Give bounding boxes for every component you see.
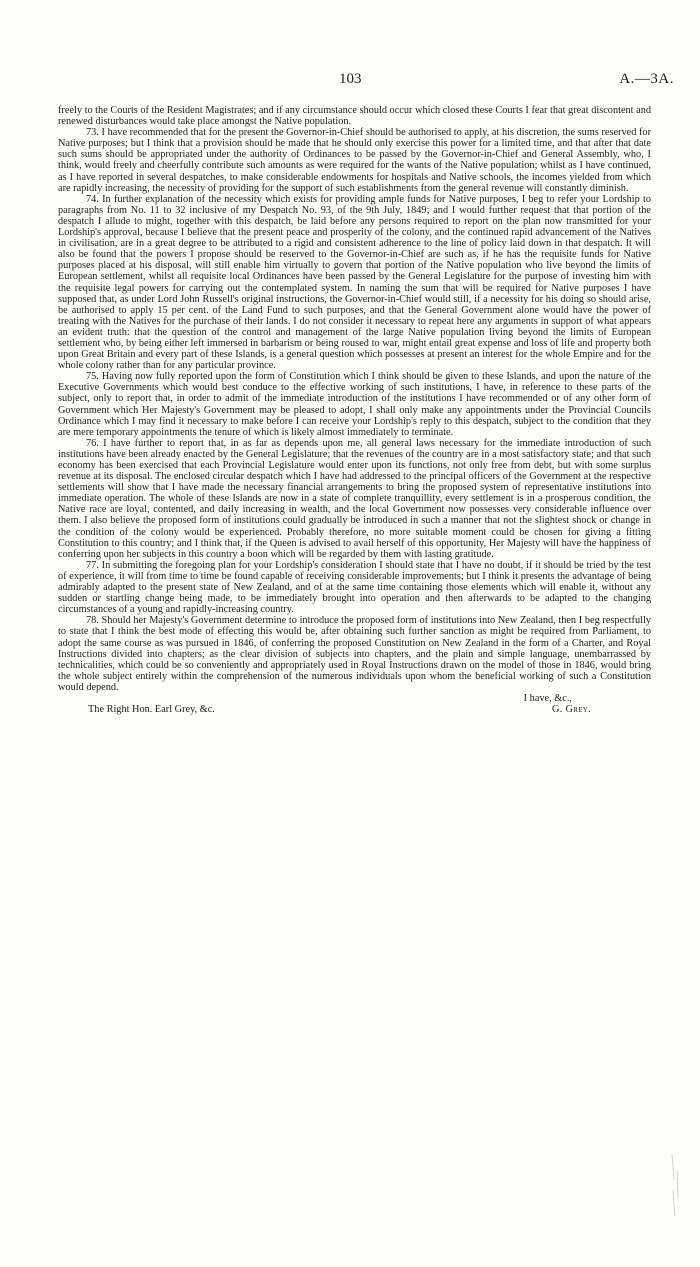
signoff-block xyxy=(58,693,651,715)
margin-pencil-mark xyxy=(668,1150,686,1220)
addressee: The Right Hon. Earl Grey, &c. xyxy=(88,703,215,715)
paragraph-75: 75. Having now fully reported upon the form of Constitution which I think should be given to these Islands, and upon the nature of the Executive Governments which would best conduce to the effective working of such institutions, I have, in reference to these parts of the subject, only to report that, in order to admit of the immediate introduction of the institutions I have recommended or of any other form of Government which Her Majesty's Government may be pleased to adopt, I shall only make any appointments under the Provincial Councils Ordinance which I may find it necessary to make before I can receive your Lordship's reply to this despatch, subject to the condition that they are mere temporary appointments the tenure of which is likely almost immediately to terminate. xyxy=(58,371,651,438)
paragraph-76: 76. I have further to report that, in as far as depends upon me, all general laws necessary for the immediate introduction of such institutions have been already enacted by the General Legislature; that the revenues of the country are in a most satisfactory state; and that such economy has been exercised that each Provincial Legislature would enter upon its functions, not only free from debt, but with some surplus revenue at its disposal. The enclosed circular despatch which I have had addressed to the principal officers of the Government at the respective settlements will show that I have made the necessary financial arrangements to bring the proposed system of representative institutions into immediate operation. The whole of these Islands are now in a state of complete tranquillity, every settlement is in a prosperous condition, the Native race are loyal, contented, and daily increasing in wealth, and the local Government now possesses very considerable influence over them. I also believe the proposed form of institutions could gradually be introduced in such a manner that not the slightest shock or change in the condition of the colony would be experienced. Probably therefore, no more suitable moment could be chosen for giving a fitting Constitution to this country; and I think that, if the Queen is advised to avail herself of this opportunity, Her Majesty will have the happiness of conferring upon her subjects in this country a boon which will be regarded by them with lasting gratitude. xyxy=(58,437,651,560)
signature: G. Grey. xyxy=(552,703,591,715)
paragraph-74: 74. In further explanation of the necessity which exists for providing ample funds for Native purposes, I beg to refer your Lordship to paragraphs from No. 11 to 32 inclusive of my Despatch No. 93, of the 9th July, 1849; and I would further request that that portion of the despatch I allude to might, together with this despatch, be laid before any persons required to report on the plan now transmitted for your Lordship's approval, because I believe that the present peace and prosperity of the colony, and the continued rapid advancement of the Natives in civilisation, are in a great degree to be attributed to a rigid and consistent adherence to the line of policy laid down in that despatch. It will also be found that the powers I propose should be reserved to the Governor-in-Chief are such as, if he has the requisite funds for Native purposes placed at his disposal, will still enable him virtually to govern that portion of the Native population who live beyond the limits of European settlement, whilst all requisite local Ordinances have been passed by the General Legislature for the purpose of investing him with the requisite legal powers for carrying out the contemplated system. In naming the sum that will be required for Native purposes I have supposed that, as under Lord John Russell's original instructions, the Governor-in-Chief would still, if a necessity for his doing so should arise, be authorised to apply 15 per cent. of the Land Fund to such purposes, and that the General Government alone would have the power of treating with the Natives for the purchase of their lands. I do not consider it necessary to repeat here any arguments in support of what appears an evident truth: that the question of the control and management of the large Native population living beyond the limits of European settlement who, by being either left immersed in barbarism or being roused to war, might entail great expense and loss of life and property both upon Great Britain and every part of these Islands, is a general question which possesses at present an interest for the whole Empire and for the whole colony rather than for any particular province. xyxy=(58,193,651,372)
paragraph-78: 78. Should her Majesty's Government determine to introduce the proposed form of institutions into New Zealand, then I beg respectfully to state that I think the best mode of effecting this would be, after obtaining such further sanction as might be required from Parliament, to adopt the same course as was pursued in 1846, of conferring the proposed Constitution on New Zealand in the form of a Charter, and Royal Instructions divided into chapters; as the clear division of subjects into chapters, and the plain and simple language, unembarrassed by technicalities, which could be so conveniently and appropriately used in Royal Instructions drawn on the model of those in 1846, would bring the whole subject entirely within the comprehension of the numerous individuals upon whom the beneficial working of such a Constitution would depend. xyxy=(58,615,651,693)
despatch-body xyxy=(58,105,651,715)
paragraph-73: 73. I have recommended that for the present the Governor-in-Chief should be authorised to apply, at his discretion, the sums reserved for Native purposes; but I think that a provision should be made that he should only exercise this power for a limited time, and that after that date such sums should be appropriated under the authority of Ordinances to be passed by the Governor-in-Chief and General Assembly, who, I think, would freely and cheerfully contribute such amounts as were required for the wants of the Native population; whilst as I have continued, as I have reported in several despatches, to make considerable endowments for hospitals and Native schools, the incomes yielded from which are rapidly increasing, the necessity of providing for the support of such establishments from the general revenue will constantly diminish. xyxy=(58,127,651,194)
page-number: 103 xyxy=(339,71,362,87)
paragraph-77: 77. In submitting the foregoing plan for your Lordship's consideration I should state that I have no doubt, if it should be tried by the test of experience, it will from time to time be found capable of receiving considerable improvements; but I think it presents the advantage of being admirably adapted to the present state of New Zealand, and of at the same time containing those elements which will enable it, without any sudden or startling change being made, to be immediately brought into operation and then afterwards to be adapted to the changing circumstances of a young and rapidly-increasing country. xyxy=(58,559,651,616)
paragraph-continuation: freely to the Courts of the Resident Magistrates; and if any circumstance should occur which closed these Courts I fear that great discontent and renewed disturbances would take place amongst the Native population. xyxy=(58,105,651,128)
closing-phrase: I have, &c., xyxy=(523,692,572,704)
document-reference: A.—3A. xyxy=(619,71,674,87)
page-header xyxy=(0,71,700,89)
